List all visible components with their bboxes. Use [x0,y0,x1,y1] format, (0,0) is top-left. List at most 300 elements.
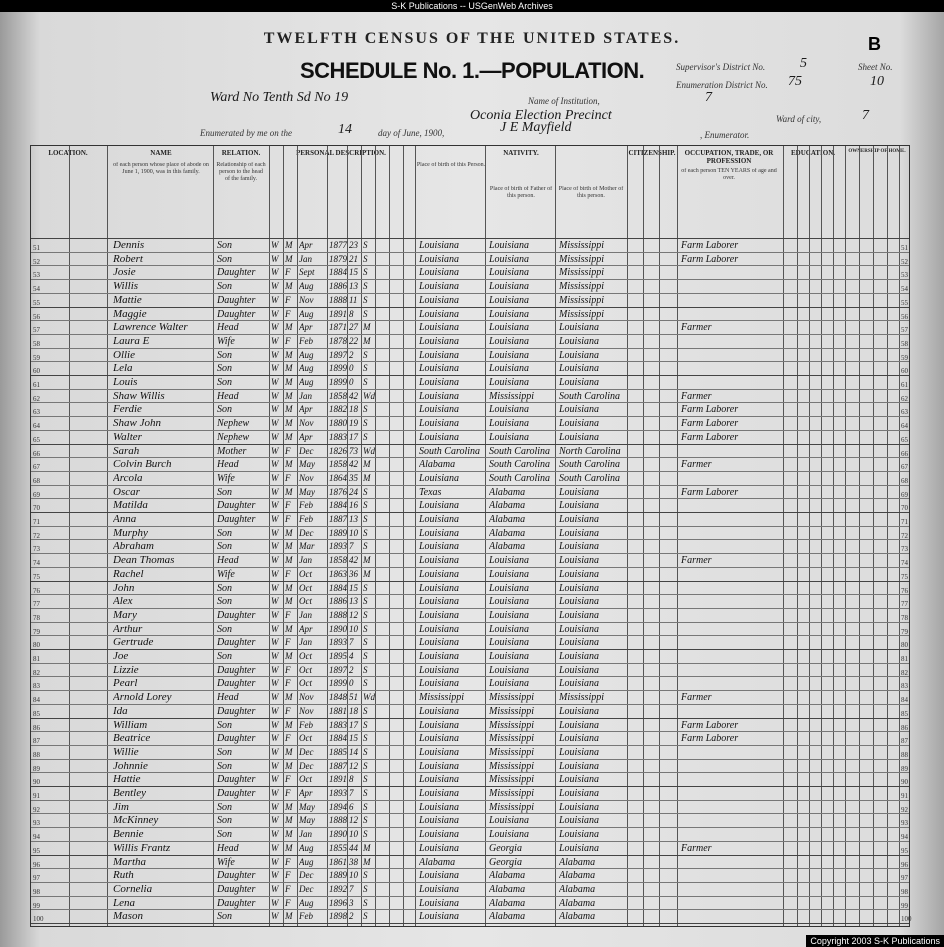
cell-sex: M [285,527,293,538]
cell-year: 1899 [329,377,347,387]
cell-color: W [271,856,279,867]
cell-occ: Farm Laborer [681,431,739,443]
line-number-right: 88 [901,750,908,759]
cell-color: W [271,609,279,620]
cell-color: W [271,527,279,538]
cell-color: W [271,568,279,579]
cell-bp: Louisiana [419,733,460,745]
cell-sex: M [285,363,293,374]
cell-color: W [271,664,279,675]
cell-fp: Louisiana [489,815,530,827]
cell-month: Oct [299,596,312,607]
birth-person-desc: Place of birth of this Person. [416,162,486,168]
cell-occ: Farm Laborer [681,404,739,416]
cell-bp: Louisiana [419,746,460,758]
cell-rel: Son [217,377,232,388]
cell-month: Aug [299,842,314,853]
cell-name: Beatrice [113,732,151,745]
line-number-right: 89 [901,764,908,773]
line-number-right: 84 [901,696,908,705]
cell-color: W [271,788,279,798]
line-number-right: 70 [901,504,908,513]
line-number-right: 76 [901,586,908,595]
cell-year: 1887 [329,514,347,524]
line-number: 53 [33,271,40,280]
line-number: 93 [33,819,40,828]
cell-sex: M [285,431,293,442]
cell-month: Aug [299,363,314,374]
line-number: 69 [33,490,40,499]
line-number-right: 60 [901,367,908,376]
census-row [31,486,909,499]
cell-color: W [271,486,279,497]
cell-occ: Farm Laborer [681,486,739,498]
cell-mp: Louisiana [559,829,600,841]
cell-month: Nov [299,692,314,703]
cell-occ: Farm Laborer [681,418,739,430]
cell-year: 1896 [329,897,347,908]
census-row [31,294,909,307]
cell-fp: Alabama [489,883,526,895]
cell-name: Alex [113,595,133,608]
cell-sex: M [285,842,293,853]
cell-ms: M [363,322,371,333]
cell-bp: Louisiana [419,774,460,786]
cell-age: 14 [349,746,358,757]
enumeration-value: 75 [788,74,802,89]
census-row [31,664,909,677]
cell-color: W [271,705,279,716]
cell-month: Feb [299,514,313,524]
cell-year: 1858 [329,555,347,566]
line-number: 61 [33,381,40,389]
cell-age: 10 [349,527,358,538]
cell-year: 1891 [329,774,347,785]
line-number-right: 67 [901,463,908,472]
cell-color: W [271,541,279,552]
cell-ms: S [363,240,368,250]
line-number: 99 [33,901,40,910]
cell-sex: F [285,856,291,867]
cell-mp: Mississippi [559,240,605,251]
cell-sex: F [285,678,291,689]
enumeration-day: 14 [338,122,352,137]
line-number-right: 58 [901,339,908,348]
cell-name: Arcola [113,471,143,484]
cell-mp: Mississippi [559,281,605,293]
cell-sex: F [285,445,291,456]
cell-color: W [271,911,279,922]
cell-ms: S [363,486,368,497]
cell-color: W [271,431,279,442]
line-number-right: 81 [901,655,908,663]
cell-fp: Mississippi [489,801,535,813]
cell-year: 1886 [329,596,347,607]
census-row [31,705,909,718]
line-number-right: 74 [901,559,908,568]
cell-ms: M [363,335,371,346]
cell-fp: Alabama [489,870,526,882]
line-number: 89 [33,764,40,773]
cell-year: 1884 [329,733,347,744]
line-number: 90 [33,778,40,787]
cell-sex: F [285,883,291,894]
census-row [31,445,909,458]
line-number: 71 [33,518,40,526]
cell-name: Jim [113,800,129,813]
nativity-header: NATIVITY. [503,149,539,157]
cell-ms: S [363,582,368,593]
cell-rel: Daughter [217,294,256,306]
cell-fp: Alabama [489,541,526,553]
cell-name: Willis [113,280,139,293]
cell-rel: Daughter [217,897,256,909]
cell-color: W [271,692,279,703]
personal-description-header: PERSONAL DESCRIPTION. [296,149,386,157]
cell-mp: Mississippi [559,308,605,320]
cell-mp: Alabama [559,870,596,882]
cell-ms: S [363,774,368,785]
cell-month: Aug [299,377,314,387]
cell-name: Anna [113,513,137,525]
cell-age: 3 [349,897,354,908]
cell-fp: Louisiana [489,555,530,567]
cell-month: Mar [299,541,315,552]
cell-ms: S [363,829,368,840]
cell-year: 1897 [329,349,347,360]
cell-mp: North Carolina [559,445,621,457]
cell-bp: Alabama [419,459,456,471]
cell-occ: Farmer [681,459,712,471]
line-number: 91 [33,792,40,800]
line-number-right: 90 [901,778,908,787]
cell-color: W [271,390,279,401]
cell-color: W [271,363,279,374]
cell-month: Sept [299,267,315,278]
line-number-right: 65 [901,435,908,444]
cell-age: 10 [349,623,358,634]
cell-year: 1894 [329,801,347,812]
cell-age: 12 [349,815,358,826]
line-number: 95 [33,846,40,855]
cell-rel: Son [217,404,232,416]
cell-age: 51 [349,692,358,703]
relation-header: RELATION. [221,149,261,157]
cell-month: May [299,486,315,497]
cell-name: Rachel [113,567,144,580]
cell-rel: Son [217,801,232,813]
line-number-right: 82 [901,668,908,677]
census-row [31,677,909,690]
line-number-right: 64 [901,422,908,431]
cell-bp: Louisiana [419,623,460,635]
cell-age: 38 [349,856,358,867]
cell-bp: Louisiana [419,472,460,484]
cell-bp: Mississippi [419,692,465,704]
cell-mp: Alabama [559,856,596,868]
census-row [31,719,909,732]
cell-age: 10 [349,870,358,881]
cell-color: W [271,678,279,689]
ward-value: 7 [862,108,869,123]
cell-rel: Head [217,555,239,567]
cell-bp: Louisiana [419,582,460,594]
cell-name: Lela [113,362,133,375]
cell-sex: M [285,281,293,292]
cell-month: Nov [299,472,314,483]
cell-fp: Louisiana [489,829,530,841]
cell-rel: Son [217,363,232,375]
cell-fp: Louisiana [489,596,530,608]
enumerated-label: Enumerated by me on the [200,128,292,138]
cell-year: 1864 [329,472,347,483]
cell-year: 1884 [329,582,347,593]
line-number-right: 54 [901,285,908,294]
line-number-right: 83 [901,682,908,691]
cell-mp: Louisiana [559,322,600,334]
census-row [31,321,909,334]
cell-mp: Louisiana [559,363,600,375]
cell-color: W [271,335,279,346]
census-row [31,787,909,800]
census-title: TWELFTH CENSUS OF THE UNITED STATES. [263,30,681,47]
cell-month: Oct [299,774,312,785]
line-number: 88 [33,750,40,759]
cell-fp: Louisiana [489,651,530,662]
cell-mp: Louisiana [559,431,600,443]
cell-mp: Louisiana [559,568,600,580]
name-column-desc: of each person whose place of abode on June 1, 1900, was in this family. [113,162,209,175]
census-row [31,349,909,362]
cell-month: Apr [299,431,313,442]
line-number-right: 72 [901,531,908,540]
line-number-right: 55 [901,298,908,307]
cell-ms: S [363,801,368,812]
cell-sex: M [285,719,293,730]
cell-name: Laura E [113,334,150,347]
cell-mp: South Carolina [559,459,621,471]
cell-age: 17 [349,431,358,442]
cell-age: 0 [349,377,354,387]
cell-ms: S [363,897,368,908]
cell-fp: South Carolina [489,459,551,471]
census-row [31,253,909,266]
line-number-right: 69 [901,490,908,499]
cell-month: Aug [299,281,314,292]
cell-color: W [271,582,279,593]
cell-color: W [271,377,279,387]
cell-month: Apr [299,322,313,333]
cell-month: Oct [299,582,312,593]
cell-fp: Louisiana [489,281,530,293]
cell-age: 8 [349,308,354,319]
cell-age: 7 [349,788,354,798]
cell-bp: Louisiana [419,651,460,662]
cell-ms: S [363,363,368,374]
cell-year: 1884 [329,267,347,278]
census-row [31,362,909,375]
cell-ms: S [363,733,368,744]
cell-color: W [271,897,279,908]
cell-ms: S [363,596,368,607]
cell-ms: S [363,253,368,264]
cell-name: Willie [113,745,139,758]
cell-rel: Daughter [217,788,256,799]
cell-year: 1871 [329,322,347,333]
cell-ms: S [363,418,368,429]
cell-age: 15 [349,733,358,744]
line-number-right: 62 [901,394,908,403]
line-number: 63 [33,408,40,417]
cell-mp: Louisiana [559,335,600,347]
cell-age: 35 [349,472,358,483]
cell-rel: Daughter [217,514,256,525]
cell-mp: Louisiana [559,527,600,539]
cell-color: W [271,829,279,840]
cell-year: 1885 [329,746,347,757]
census-row [31,828,909,841]
cell-color: W [271,418,279,429]
census-row [31,897,909,910]
cell-name: Johnnie [113,759,148,772]
cell-age: 7 [349,883,354,894]
cell-year: 1861 [329,856,347,867]
cell-age: 12 [349,609,358,620]
line-number: 68 [33,476,40,485]
census-row [31,239,909,252]
cell-fp: Louisiana [489,637,530,649]
cell-sex: M [285,582,293,593]
line-number: 65 [33,435,40,444]
census-row [31,582,909,595]
cell-mp: Louisiana [559,596,600,608]
cell-mp: Louisiana [559,842,600,854]
cell-name: Matilda [113,499,148,512]
line-number-right: 85 [901,709,908,718]
census-row [31,540,909,553]
line-number-right: 78 [901,613,908,622]
census-row [31,403,909,416]
cell-mp: Louisiana [559,774,600,786]
cell-rel: Head [217,842,239,854]
cell-year: 1890 [329,829,347,840]
line-number: 52 [33,257,40,266]
census-row [31,869,909,882]
cell-rel: Wife [217,472,235,484]
cell-year: 1899 [329,363,347,374]
cell-name: John [113,581,135,594]
cell-name: Mason [113,910,143,923]
cell-age: 21 [349,253,358,264]
cell-ms: M [363,856,371,867]
cell-ms: S [363,637,368,648]
cell-name: Ruth [113,869,134,882]
cell-occ: Farm Laborer [681,253,739,265]
cell-ms: M [363,568,371,579]
cell-color: W [271,719,279,730]
township-value: Ward No Tenth Sd No 19 [210,90,349,105]
census-row [31,650,909,663]
institution-value: 7 [705,90,712,105]
cell-month: May [299,459,315,470]
cell-month: Jan [299,637,312,648]
cell-bp: Louisiana [419,514,460,525]
cell-occ: Farm Laborer [681,733,739,745]
cell-fp: Louisiana [489,253,530,265]
cell-fp: Louisiana [489,609,530,621]
line-number: 82 [33,668,40,677]
cell-color: W [271,253,279,264]
cell-fp: South Carolina [489,445,551,457]
line-number-right: 99 [901,901,908,910]
cell-bp: Louisiana [419,719,460,731]
cell-color: W [271,883,279,894]
cell-ms: S [363,664,368,675]
cell-sex: M [285,486,293,497]
name-header: NAME [150,149,172,157]
cell-bp: Louisiana [419,568,460,580]
cell-age: 7 [349,541,354,552]
cell-bp: Louisiana [419,664,460,676]
cell-sex: M [285,349,293,360]
line-number: 77 [33,600,40,609]
line-number: 51 [33,244,40,252]
census-row [31,335,909,348]
cell-ms: M [363,842,371,853]
cell-year: 1858 [329,390,347,401]
line-number: 64 [33,422,40,431]
cell-ms: S [363,760,368,771]
census-row [31,732,909,745]
cell-fp: Louisiana [489,349,530,361]
cell-year: 1883 [329,719,347,730]
cell-rel: Son [217,746,232,758]
line-number: 79 [33,627,40,636]
cell-mp: Louisiana [559,377,600,388]
cell-color: W [271,294,279,305]
cell-bp: Louisiana [419,883,460,895]
cell-year: 1855 [329,842,347,853]
cell-sex: M [285,322,293,333]
line-number-right: 68 [901,476,908,485]
line-number: 54 [33,285,40,294]
cell-bp: Louisiana [419,294,460,306]
cell-fp: Mississippi [489,390,535,402]
cell-bp: South Carolina [419,445,481,457]
line-number: 84 [33,696,40,705]
cell-bp: Louisiana [419,705,460,717]
citizenship-header: CITIZENSHIP. [628,149,676,157]
cell-name: Hattie [113,773,141,786]
cell-mp: Louisiana [559,801,600,813]
line-number-right: 57 [901,326,908,335]
cell-mp: Louisiana [559,486,600,498]
line-number: 70 [33,504,40,513]
cell-color: W [271,404,279,415]
cell-sex: M [285,815,293,826]
cell-age: 13 [349,514,358,524]
line-number-right: 80 [901,641,908,650]
cell-ms: S [363,719,368,730]
cell-rel: Son [217,281,232,293]
line-number: 73 [33,545,40,554]
cell-month: Nov [299,294,314,305]
cell-rel: Wife [217,568,235,580]
cell-age: 2 [349,664,354,675]
cell-fp: Louisiana [489,363,530,375]
cell-ms: S [363,514,368,524]
cell-ms: S [363,500,368,511]
